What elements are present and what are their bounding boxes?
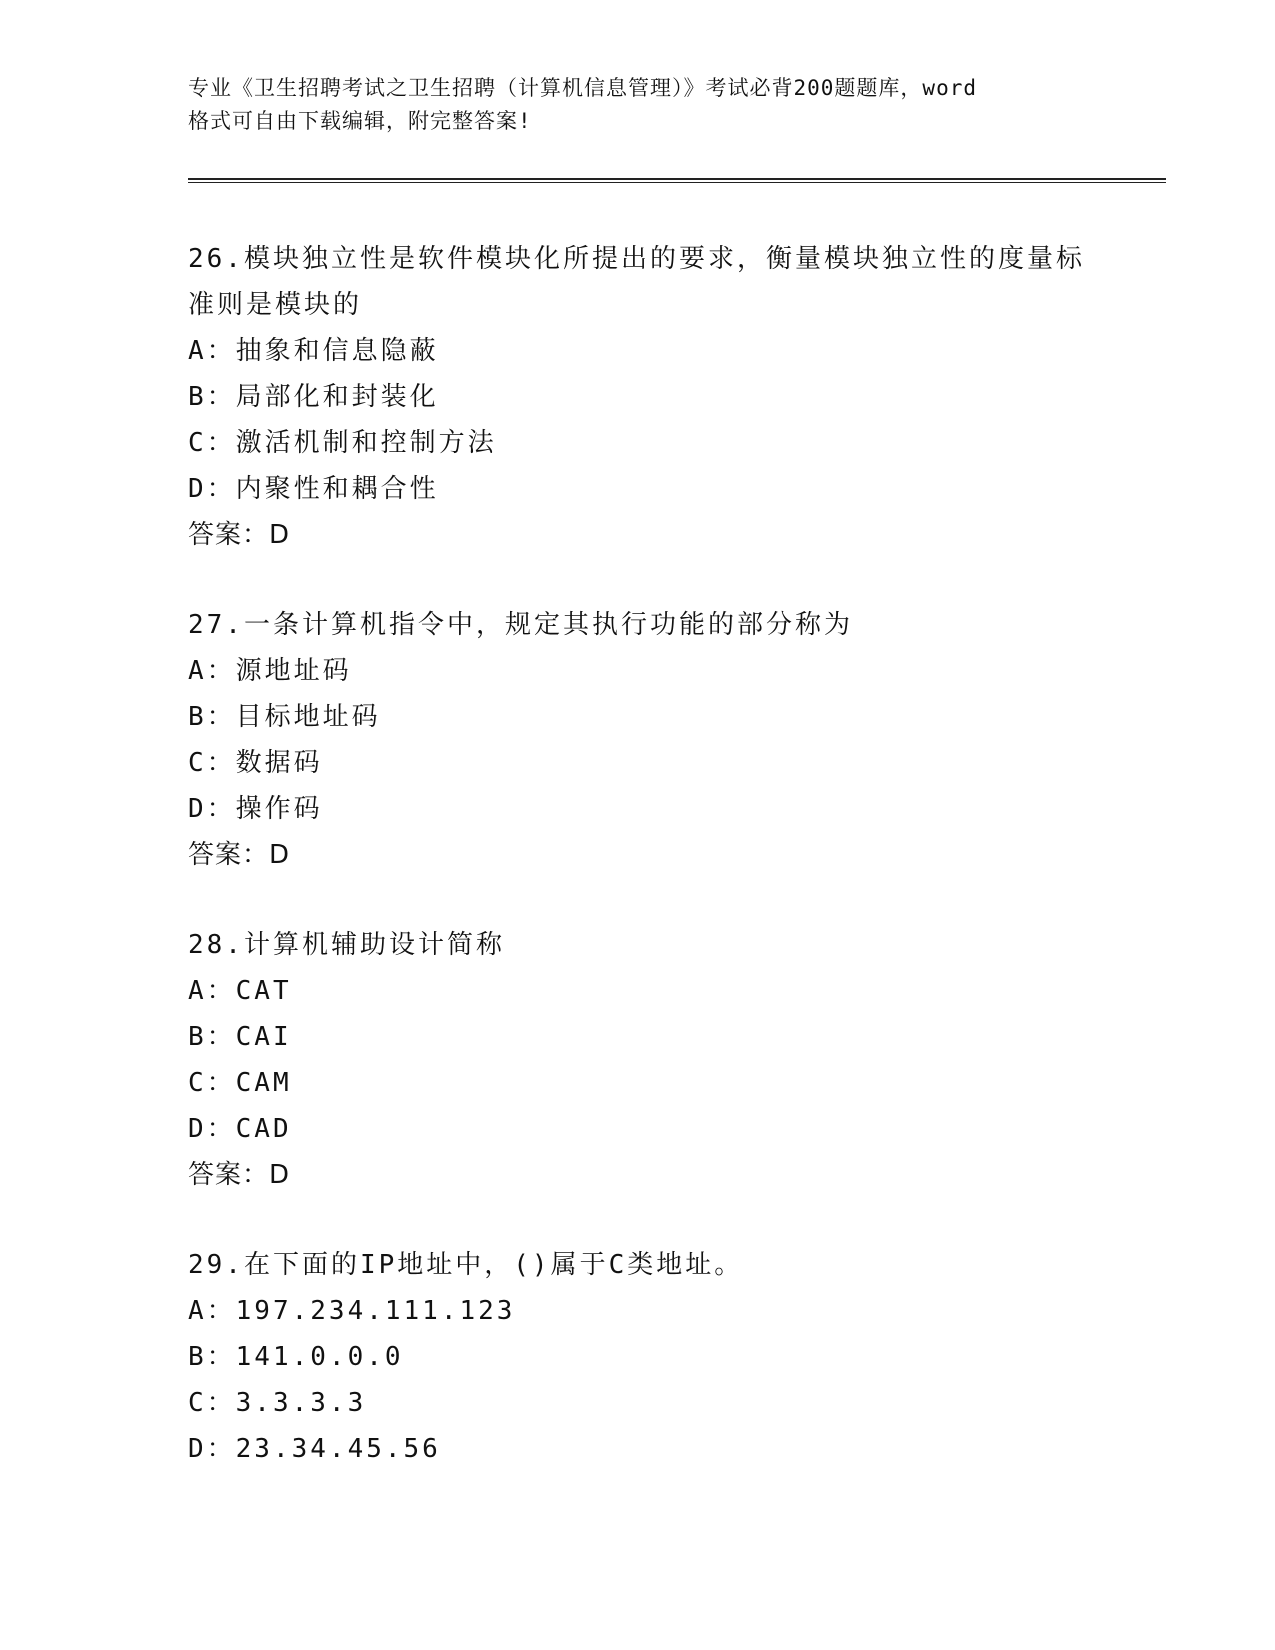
answer-line: 答案：D [188, 1160, 291, 1190]
question-stem-continued: 准则是模块的 [188, 290, 363, 320]
option-c: C：CAM [188, 1068, 292, 1098]
question-27 [188, 602, 1108, 878]
question-stem: 29.在下面的IP地址中，()属于C类地址。 [188, 1250, 744, 1280]
option-b: B：CAI [188, 1022, 292, 1052]
document-header [188, 72, 1088, 138]
option-d: D：23.34.45.56 [188, 1434, 441, 1464]
question-stem: 28.计算机辅助设计简称 [188, 930, 505, 960]
option-a: A：197.234.111.123 [188, 1296, 516, 1326]
option-c: C：3.3.3.3 [188, 1388, 367, 1418]
option-d: D：内聚性和耦合性 [188, 474, 439, 504]
header-line-2: 格式可自由下载编辑，附完整答案! [188, 109, 532, 133]
option-a: A：CAT [188, 976, 292, 1006]
answer-line: 答案：D [188, 840, 291, 870]
option-a: A：源地址码 [188, 656, 352, 686]
option-d: D：操作码 [188, 794, 323, 824]
option-b: B：局部化和封装化 [188, 382, 439, 412]
option-d: D：CAD [188, 1114, 292, 1144]
question-list [188, 236, 1108, 1516]
option-b: B：目标地址码 [188, 702, 381, 732]
option-b: B：141.0.0.0 [188, 1342, 404, 1372]
answer-line: 答案：D [188, 520, 291, 550]
option-a: A：抽象和信息隐蔽 [188, 336, 439, 366]
question-29 [188, 1242, 1108, 1472]
question-26 [188, 236, 1108, 558]
question-28 [188, 922, 1108, 1198]
question-stem: 26.模块独立性是软件模块化所提出的要求，衡量模块独立性的度量标 [188, 244, 1085, 274]
question-stem: 27.一条计算机指令中，规定其执行功能的部分称为 [188, 610, 853, 640]
option-c: C：数据码 [188, 748, 323, 778]
header-divider [188, 178, 1166, 183]
option-c: C：激活机制和控制方法 [188, 428, 497, 458]
header-line-1: 专业《卫生招聘考试之卫生招聘（计算机信息管理）》考试必背200题题库，word [188, 76, 977, 100]
